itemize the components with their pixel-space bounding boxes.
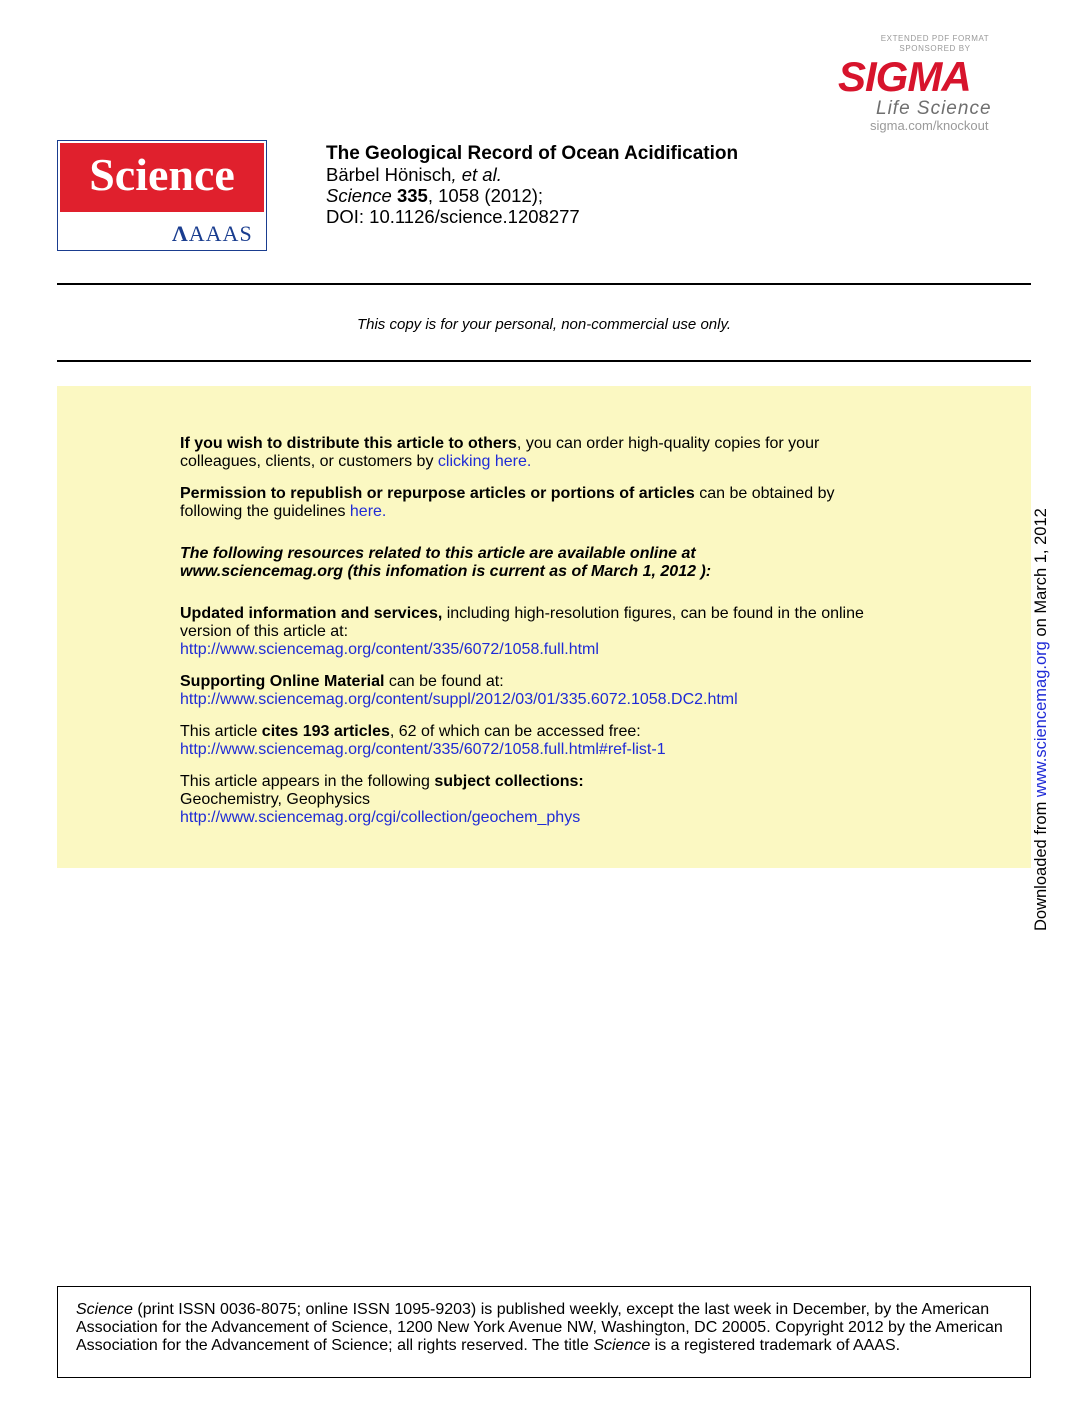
- som-heading: Supporting Online Material: [180, 673, 385, 690]
- sciencemag-link[interactable]: www.sciencemag.org: [1032, 641, 1050, 798]
- ref-list-link[interactable]: http://www.sciencemag.org/content/335/6072/1058.full.html#ref-list-1: [180, 741, 666, 758]
- online-resources-heading: [180, 545, 960, 581]
- permission-heading: Permission to republish or repurpose articles or portions of articles: [180, 485, 695, 502]
- sigma-logo: SIGMA: [838, 53, 971, 100]
- citations-prefix: This article: [180, 723, 262, 740]
- updated-info-text-2: version of this article at:: [180, 623, 349, 640]
- permission-here-link[interactable]: here.: [349, 503, 387, 520]
- downloaded-prefix: Downloaded from: [1032, 797, 1050, 931]
- resources-box: [57, 386, 1031, 868]
- divider-bottom: [57, 360, 1031, 362]
- article-doi: DOI: 10.1126/science.1208277: [326, 206, 580, 227]
- aaas-wordmark: [172, 221, 253, 247]
- permission-paragraph: [180, 485, 960, 521]
- science-wordmark: Science: [89, 149, 235, 200]
- updated-info-text: including high-resolution figures, can be found in the online: [442, 605, 864, 622]
- citations-count: cites 193 articles: [261, 723, 390, 740]
- footer-text-1: (print ISSN 0036-8075; online ISSN 1095-9203) is published weekly, except the last week in December, by the American Association for the Advancement of Science, 1200 New York Avenue NW, Washington, DC 20005. Copyright 2012 by the American Association for the Advancement of Science; all rights reserved. The title: [76, 1301, 1003, 1354]
- et-al: , et al.: [451, 164, 502, 185]
- subject-paragraph: [180, 773, 960, 827]
- sponsor-caption: [880, 34, 990, 54]
- online-resources-line1: The following resources related to this article are available online at: [180, 545, 696, 562]
- aaas-text: AAAS: [188, 221, 253, 246]
- distribute-text: , you can order high-quality copies for your: [516, 435, 820, 452]
- citations-text: , 62 of which can be accessed free:: [389, 723, 641, 740]
- subject-collection-link[interactable]: http://www.sciencemag.org/cgi/collection/geochem_phys: [180, 809, 581, 826]
- distribute-paragraph: [180, 435, 960, 471]
- permission-text: can be obtained by: [694, 485, 835, 502]
- som-text: can be found at:: [384, 673, 504, 690]
- aaas-symbol-icon: Λ: [172, 221, 189, 246]
- som-paragraph: [180, 673, 960, 709]
- journal-pages-year: , 1058 (2012);: [427, 185, 544, 206]
- sponsor-caption-line1: EXTENDED PDF FORMAT: [880, 34, 990, 43]
- permission-text-2: following the guidelines: [180, 503, 346, 520]
- full-text-link[interactable]: http://www.sciencemag.org/content/335/6072/1058.full.html: [180, 641, 599, 658]
- copyright-footer: [57, 1286, 1031, 1378]
- downloaded-date: on March 1, 2012: [1032, 508, 1050, 642]
- article-authors: [326, 164, 738, 185]
- distribute-heading: If you wish to distribute this article to others: [180, 435, 517, 452]
- subject-prefix: This article appears in the following: [180, 773, 435, 790]
- copyright-text: [76, 1301, 1021, 1355]
- journal-name: Science: [326, 185, 392, 206]
- updated-info-paragraph: [180, 605, 960, 659]
- journal-volume: 335: [396, 185, 428, 206]
- footer-journal-2: Science: [593, 1337, 651, 1354]
- subject-list: Geochemistry, Geophysics: [180, 791, 370, 808]
- citations-paragraph: [180, 723, 960, 759]
- sigma-subtitle: Life Science: [876, 98, 992, 119]
- downloaded-notice: [1032, 508, 1051, 931]
- science-logo: [57, 140, 267, 251]
- distribute-text-2: colleagues, clients, or customers by: [180, 453, 434, 470]
- sponsor-caption-line2: SPONSORED BY: [899, 44, 971, 53]
- divider-top: [57, 283, 1031, 285]
- footer-journal: Science: [76, 1301, 133, 1318]
- online-resources-line2: www.sciencemag.org (this infomation is current as of March 1, 2012 ):: [180, 563, 712, 580]
- updated-info-heading: Updated information and services,: [180, 605, 443, 622]
- som-link[interactable]: http://www.sciencemag.org/content/suppl/2012/03/01/335.6072.1058.DC2.html: [180, 691, 738, 708]
- article-header: [326, 143, 738, 227]
- article-citation: [326, 185, 738, 206]
- personal-use-notice: This copy is for your personal, non-commercial use only.: [356, 316, 732, 333]
- subject-heading: subject collections:: [434, 773, 584, 790]
- clicking-here-link[interactable]: clicking here.: [437, 453, 532, 470]
- article-title: The Geological Record of Ocean Acidification: [326, 143, 739, 164]
- sponsor-banner[interactable]: [836, 34, 1036, 134]
- sigma-url[interactable]: sigma.com/knockout: [870, 118, 989, 133]
- footer-text-2: is a registered trademark of AAAS.: [650, 1337, 901, 1354]
- author-name: Bärbel Hönisch: [326, 164, 452, 185]
